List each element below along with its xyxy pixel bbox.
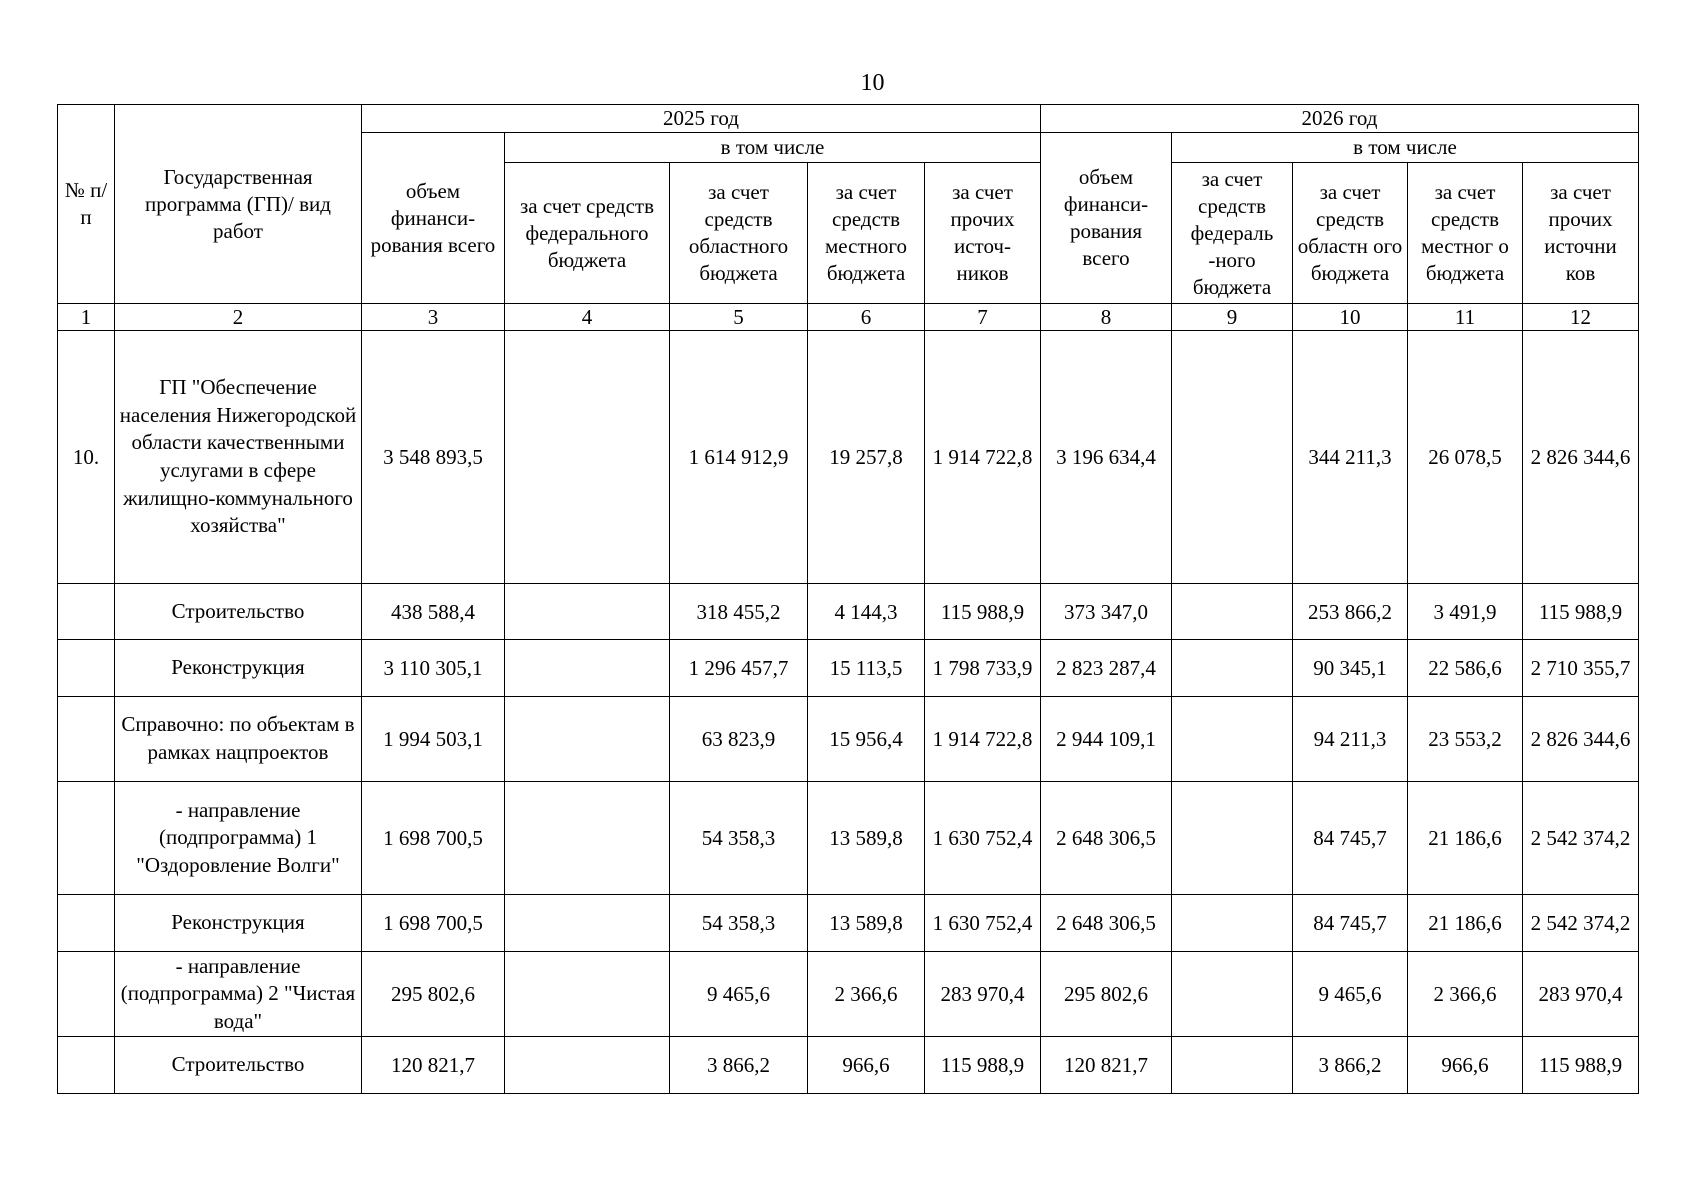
cell-total-2025: 295 802,6 bbox=[362, 952, 505, 1037]
header-regional-2025: за счет средств областного бюджета bbox=[670, 163, 808, 304]
cell-federal-2025 bbox=[505, 640, 670, 697]
cell-regional-2025: 54 358,3 bbox=[670, 782, 808, 895]
page-number: 10 bbox=[860, 70, 885, 96]
cell-total-2026: 295 802,6 bbox=[1041, 952, 1172, 1037]
row-name: Реконструкция bbox=[115, 895, 362, 952]
row-num bbox=[58, 584, 115, 640]
cell-other-2025: 1 630 752,4 bbox=[925, 895, 1041, 952]
cell-regional-2026: 84 745,7 bbox=[1293, 895, 1408, 952]
cell-regional-2026: 344 211,3 bbox=[1293, 331, 1408, 584]
row-num bbox=[58, 697, 115, 782]
row-num bbox=[58, 640, 115, 697]
cell-other-2026: 115 988,9 bbox=[1523, 1037, 1639, 1094]
header-year-2026: 2026 год bbox=[1041, 105, 1639, 133]
cell-federal-2025 bbox=[505, 895, 670, 952]
cell-federal-2025 bbox=[505, 584, 670, 640]
column-number: 8 bbox=[1041, 304, 1172, 331]
header-total-2025: объем финанси-рования всего bbox=[362, 133, 505, 304]
row-num bbox=[58, 952, 115, 1037]
column-number: 12 bbox=[1523, 304, 1639, 331]
table-row bbox=[58, 697, 1639, 782]
table-row bbox=[58, 895, 1639, 952]
cell-local-2025: 15 956,4 bbox=[808, 697, 925, 782]
cell-local-2026: 2 366,6 bbox=[1408, 952, 1523, 1037]
column-number-row bbox=[58, 304, 1639, 331]
header-local-2025: за счет средств местного бюджета bbox=[808, 163, 925, 304]
cell-local-2026: 21 186,6 bbox=[1408, 895, 1523, 952]
cell-total-2026: 3 196 634,4 bbox=[1041, 331, 1172, 584]
cell-federal-2026 bbox=[1172, 782, 1293, 895]
cell-total-2026: 2 823 287,4 bbox=[1041, 640, 1172, 697]
cell-regional-2025: 9 465,6 bbox=[670, 952, 808, 1037]
cell-local-2026: 966,6 bbox=[1408, 1037, 1523, 1094]
row-name: - направление (подпрограмма) 2 "Чистая вода" bbox=[115, 952, 362, 1037]
cell-total-2026: 120 821,7 bbox=[1041, 1037, 1172, 1094]
row-name: - направление (подпрограмма) 1 "Оздоровление Волги" bbox=[115, 782, 362, 895]
column-number: 10 bbox=[1293, 304, 1408, 331]
header-year-2025: 2025 год bbox=[362, 105, 1041, 133]
column-number: 7 bbox=[925, 304, 1041, 331]
cell-local-2026: 22 586,6 bbox=[1408, 640, 1523, 697]
header-federal-2025: за счет средств федерального бюджета bbox=[505, 163, 670, 304]
header-other-2026: за счет прочих источни ков bbox=[1523, 163, 1639, 304]
row-num bbox=[58, 782, 115, 895]
cell-total-2025: 1 698 700,5 bbox=[362, 782, 505, 895]
row-num: 10. bbox=[58, 331, 115, 584]
cell-other-2025: 283 970,4 bbox=[925, 952, 1041, 1037]
cell-other-2025: 1 914 722,8 bbox=[925, 697, 1041, 782]
cell-local-2026: 3 491,9 bbox=[1408, 584, 1523, 640]
cell-other-2025: 1 914 722,8 bbox=[925, 331, 1041, 584]
cell-regional-2025: 3 866,2 bbox=[670, 1037, 808, 1094]
table-row bbox=[58, 782, 1639, 895]
column-number: 1 bbox=[58, 304, 115, 331]
cell-regional-2026: 3 866,2 bbox=[1293, 1037, 1408, 1094]
row-name: ГП "Обеспечение населения Нижегородской области качественными услугами в сфере жилищно-коммунального хозяйства" bbox=[115, 331, 362, 584]
cell-total-2026: 2 944 109,1 bbox=[1041, 697, 1172, 782]
header-regional-2026: за счет средств областн ого бюджета bbox=[1293, 163, 1408, 304]
cell-federal-2026 bbox=[1172, 331, 1293, 584]
cell-other-2025: 115 988,9 bbox=[925, 1037, 1041, 1094]
row-name: Строительство bbox=[115, 584, 362, 640]
cell-regional-2025: 54 358,3 bbox=[670, 895, 808, 952]
cell-other-2025: 115 988,9 bbox=[925, 584, 1041, 640]
cell-other-2026: 2 710 355,7 bbox=[1523, 640, 1639, 697]
header-num: № п/п bbox=[58, 105, 115, 304]
cell-federal-2025 bbox=[505, 1037, 670, 1094]
header-program: Государственная программа (ГП)/ вид работ bbox=[115, 105, 362, 304]
cell-regional-2026: 9 465,6 bbox=[1293, 952, 1408, 1037]
column-number: 4 bbox=[505, 304, 670, 331]
cell-regional-2026: 90 345,1 bbox=[1293, 640, 1408, 697]
cell-other-2026: 115 988,9 bbox=[1523, 584, 1639, 640]
cell-local-2026: 23 553,2 bbox=[1408, 697, 1523, 782]
cell-federal-2025 bbox=[505, 697, 670, 782]
cell-total-2025: 1 994 503,1 bbox=[362, 697, 505, 782]
header-federal-2026: за счет средств федераль -ного бюджета bbox=[1172, 163, 1293, 304]
cell-total-2026: 2 648 306,5 bbox=[1041, 895, 1172, 952]
column-number: 2 bbox=[115, 304, 362, 331]
cell-federal-2026 bbox=[1172, 640, 1293, 697]
header-including-2025: в том числе bbox=[505, 133, 1041, 163]
cell-regional-2025: 1 296 457,7 bbox=[670, 640, 808, 697]
cell-regional-2025: 318 455,2 bbox=[670, 584, 808, 640]
cell-federal-2025 bbox=[505, 782, 670, 895]
cell-total-2026: 373 347,0 bbox=[1041, 584, 1172, 640]
cell-local-2026: 21 186,6 bbox=[1408, 782, 1523, 895]
header-other-2025: за счет прочих источ-ников bbox=[925, 163, 1041, 304]
cell-local-2025: 13 589,8 bbox=[808, 895, 925, 952]
cell-local-2025: 966,6 bbox=[808, 1037, 925, 1094]
column-number: 9 bbox=[1172, 304, 1293, 331]
table-row bbox=[58, 1037, 1639, 1094]
cell-total-2026: 2 648 306,5 bbox=[1041, 782, 1172, 895]
row-num bbox=[58, 895, 115, 952]
cell-other-2026: 2 826 344,6 bbox=[1523, 331, 1639, 584]
column-number: 11 bbox=[1408, 304, 1523, 331]
row-num bbox=[58, 1037, 115, 1094]
cell-federal-2026 bbox=[1172, 895, 1293, 952]
cell-other-2025: 1 630 752,4 bbox=[925, 782, 1041, 895]
cell-other-2026: 2 542 374,2 bbox=[1523, 895, 1639, 952]
cell-federal-2026 bbox=[1172, 697, 1293, 782]
cell-local-2025: 2 366,6 bbox=[808, 952, 925, 1037]
cell-local-2025: 13 589,8 bbox=[808, 782, 925, 895]
cell-total-2025: 120 821,7 bbox=[362, 1037, 505, 1094]
column-number: 3 bbox=[362, 304, 505, 331]
header-including-2026: в том числе bbox=[1172, 133, 1639, 163]
funding-table bbox=[57, 104, 1639, 1094]
cell-federal-2026 bbox=[1172, 584, 1293, 640]
cell-local-2025: 15 113,5 bbox=[808, 640, 925, 697]
cell-total-2025: 1 698 700,5 bbox=[362, 895, 505, 952]
table-row bbox=[58, 584, 1639, 640]
cell-local-2025: 4 144,3 bbox=[808, 584, 925, 640]
row-name: Справочно: по объектам в рамках нацпроектов bbox=[115, 697, 362, 782]
column-number: 6 bbox=[808, 304, 925, 331]
cell-total-2025: 3 548 893,5 bbox=[362, 331, 505, 584]
row-name: Строительство bbox=[115, 1037, 362, 1094]
cell-total-2025: 3 110 305,1 bbox=[362, 640, 505, 697]
cell-total-2025: 438 588,4 bbox=[362, 584, 505, 640]
cell-federal-2025 bbox=[505, 331, 670, 584]
cell-regional-2025: 63 823,9 bbox=[670, 697, 808, 782]
cell-local-2025: 19 257,8 bbox=[808, 331, 925, 584]
cell-regional-2025: 1 614 912,9 bbox=[670, 331, 808, 584]
table-row bbox=[58, 331, 1639, 584]
table-row bbox=[58, 640, 1639, 697]
cell-other-2025: 1 798 733,9 bbox=[925, 640, 1041, 697]
header-local-2026: за счет средств местног о бюджета bbox=[1408, 163, 1523, 304]
cell-regional-2026: 253 866,2 bbox=[1293, 584, 1408, 640]
cell-other-2026: 2 826 344,6 bbox=[1523, 697, 1639, 782]
row-name: Реконструкция bbox=[115, 640, 362, 697]
cell-local-2026: 26 078,5 bbox=[1408, 331, 1523, 584]
table-row bbox=[58, 952, 1639, 1037]
cell-other-2026: 2 542 374,2 bbox=[1523, 782, 1639, 895]
cell-federal-2026 bbox=[1172, 1037, 1293, 1094]
cell-federal-2026 bbox=[1172, 952, 1293, 1037]
column-number: 5 bbox=[670, 304, 808, 331]
header-total-2026: объем финанси-рования всего bbox=[1041, 133, 1172, 304]
cell-regional-2026: 94 211,3 bbox=[1293, 697, 1408, 782]
cell-regional-2026: 84 745,7 bbox=[1293, 782, 1408, 895]
cell-federal-2025 bbox=[505, 952, 670, 1037]
cell-other-2026: 283 970,4 bbox=[1523, 952, 1639, 1037]
